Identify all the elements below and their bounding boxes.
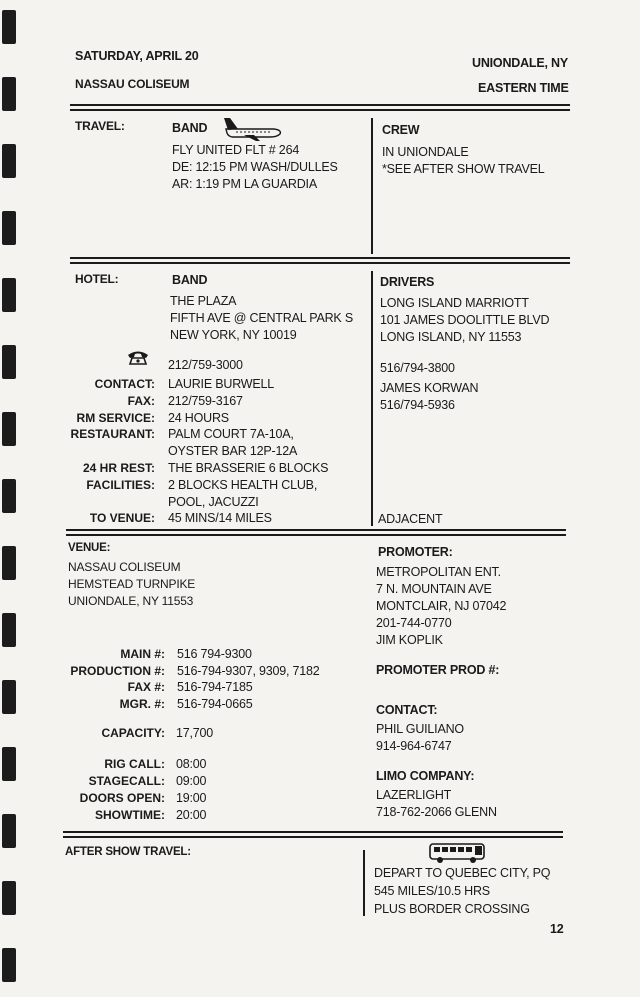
text-line: JIM KOPLIK: [376, 633, 443, 647]
field-value: 19:00: [176, 791, 207, 805]
binding-coil: [2, 613, 16, 647]
field-value: PALM COURT 7A-10A,: [168, 427, 294, 442]
text-line: FLY UNITED FLT # 264: [172, 143, 300, 157]
binding-coil: [2, 747, 16, 781]
field-value: 2 BLOCKS HEALTH CLUB,: [168, 477, 318, 492]
column-divider: [371, 271, 373, 526]
divider-rule: [70, 109, 570, 111]
field-label: RESTAURANT:: [70, 427, 155, 442]
text-line: FIFTH AVE @ CENTRAL PARK S: [170, 311, 353, 325]
field-value: 09:00: [176, 774, 207, 788]
binding-coil: [2, 144, 16, 178]
limo-title: LIMO COMPANY:: [376, 769, 475, 783]
text-line: 101 JAMES DOOLITTLE BLVD: [380, 313, 550, 327]
binding-coil: [2, 345, 16, 379]
hotel-band-title: BAND: [172, 273, 208, 287]
field-label: FAX:: [127, 393, 155, 408]
contact-title: CONTACT:: [376, 703, 438, 717]
text-line: LONG ISLAND MARRIOTT: [380, 296, 529, 310]
binding-coil: [2, 211, 16, 245]
drivers-phone: 516/794-3800: [380, 361, 455, 375]
column-divider: [363, 850, 365, 916]
text-line: PLUS BORDER CROSSING: [374, 902, 530, 916]
venue-label: VENUE:: [68, 542, 111, 554]
field-value: 08:00: [176, 757, 207, 771]
field-label: CONTACT:: [94, 377, 155, 391]
field-label: MAIN #:: [120, 647, 165, 661]
text-line: PHIL GUILIANO: [376, 722, 464, 736]
airplane-icon: [222, 115, 284, 141]
text-line: DEPART TO QUEBEC CITY, PQ: [374, 866, 551, 880]
text-line: NASSAU COLISEUM: [68, 560, 181, 574]
travel-band-title: BAND: [172, 121, 208, 135]
field-value: LAURIE BURWELL: [168, 377, 275, 391]
bus-icon: [428, 842, 486, 864]
hotel-label: HOTEL:: [75, 272, 119, 286]
binding-coil: [2, 479, 16, 513]
header-venue: NASSAU COLISEUM: [75, 77, 190, 91]
divider-rule: [70, 257, 570, 259]
text-line: MONTCLAIR, NJ 07042: [376, 599, 507, 613]
text-line: LAZERLIGHT: [376, 788, 452, 802]
field-value: THE BRASSERIE 6 BLOCKS: [168, 461, 329, 475]
field-value: 45 MINS/14 MILES: [168, 511, 272, 526]
field-label: SHOWTIME:: [95, 808, 165, 822]
divider-rule: [66, 529, 566, 531]
field-value: POOL, JACUZZI: [168, 494, 259, 509]
crew-title: CREW: [382, 123, 420, 137]
field-value: 24 HOURS: [168, 410, 229, 425]
field-label: FAX #:: [127, 680, 165, 694]
telephone-icon: [127, 350, 149, 365]
field-value: 516-794-0665: [177, 696, 253, 711]
capacity-value: 17,700: [176, 726, 214, 740]
after-show-label: AFTER SHOW TRAVEL:: [65, 846, 191, 858]
text-line: NEW YORK, NY 10019: [170, 328, 297, 342]
divider-rule: [63, 831, 563, 833]
drivers-title: DRIVERS: [380, 275, 435, 289]
spiral-binding: [0, 0, 22, 997]
binding-coil: [2, 10, 16, 44]
field-label: 24 HR REST:: [82, 461, 155, 475]
field-label: RIG CALL:: [104, 757, 165, 771]
field-value: OYSTER BAR 12P-12A: [168, 444, 298, 459]
divider-rule: [70, 262, 570, 264]
text-line: *SEE AFTER SHOW TRAVEL: [382, 162, 545, 176]
text-line: AR: 1:19 PM LA GUARDIA: [172, 177, 317, 191]
field-label: DOORS OPEN:: [79, 791, 165, 805]
field-value: 20:00: [176, 808, 207, 822]
field-label: MGR. #:: [119, 696, 165, 711]
drivers-note: ADJACENT: [378, 512, 443, 526]
binding-coil: [2, 680, 16, 714]
text-line: IN UNIONDALE: [382, 145, 469, 159]
capacity-label: CAPACITY:: [101, 726, 165, 740]
field-label: PRODUCTION #:: [70, 663, 165, 678]
field-label: STAGECALL:: [88, 774, 165, 788]
field-label: FACILITIES:: [86, 477, 155, 492]
promoter-title: PROMOTER:: [378, 545, 453, 559]
binding-coil: [2, 412, 16, 446]
text-line: LONG ISLAND, NY 11553: [380, 330, 522, 344]
text-line: METROPOLITAN ENT.: [376, 565, 501, 579]
promoter-prod-title: PROMOTER PROD #:: [376, 663, 500, 677]
text-line: HEMSTEAD TURNPIKE: [68, 577, 196, 591]
column-divider: [371, 118, 373, 254]
binding-coil: [2, 546, 16, 580]
header-timezone: EASTERN TIME: [478, 81, 569, 95]
field-value: 516 794-9300: [177, 647, 252, 661]
field-value: 516-794-7185: [177, 680, 253, 694]
divider-rule: [70, 104, 570, 106]
text-line: UNIONDALE, NY 11553: [68, 594, 194, 608]
drivers-fax: 516/794-5936: [380, 398, 455, 412]
divider-rule: [63, 836, 563, 838]
header-date: SATURDAY, APRIL 20: [75, 49, 199, 63]
text-line: 718-762-2066 GLENN: [376, 805, 497, 819]
binding-coil: [2, 814, 16, 848]
binding-coil: [2, 881, 16, 915]
text-line: 545 MILES/10.5 HRS: [374, 884, 490, 898]
field-value: 516-794-9307, 9309, 7182: [177, 663, 320, 678]
divider-rule: [66, 534, 566, 536]
text-line: DE: 12:15 PM WASH/DULLES: [172, 160, 338, 174]
page-number: 12: [550, 922, 564, 936]
field-label: TO VENUE:: [89, 511, 155, 526]
text-line: 914-964-6747: [376, 739, 452, 753]
binding-coil: [2, 948, 16, 982]
hotel-phone: 212/759-3000: [168, 358, 243, 372]
travel-label: TRAVEL:: [75, 119, 125, 133]
drivers-contact: JAMES KORWAN: [380, 381, 479, 395]
field-label: RM SERVICE:: [76, 410, 155, 425]
binding-coil: [2, 77, 16, 111]
field-value: 212/759-3167: [168, 393, 243, 408]
text-line: 201-744-0770: [376, 616, 452, 630]
binding-coil: [2, 278, 16, 312]
text-line: THE PLAZA: [170, 294, 237, 308]
text-line: 7 N. MOUNTAIN AVE: [376, 582, 492, 596]
header-city: UNIONDALE, NY: [472, 56, 569, 70]
